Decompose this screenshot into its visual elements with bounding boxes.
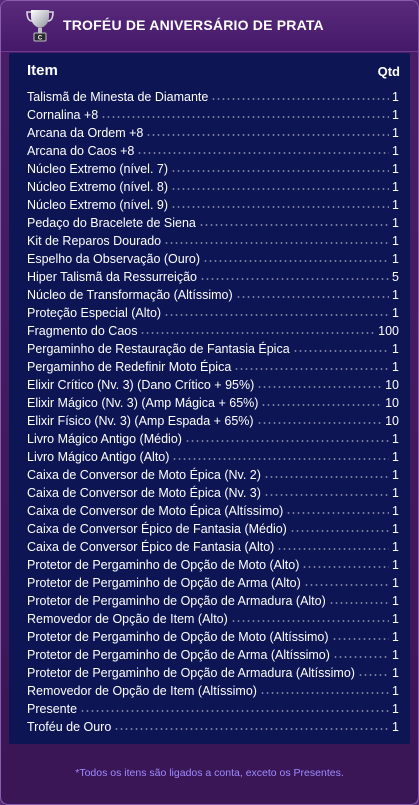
item-qty: 1 <box>392 216 399 230</box>
item-name: Livro Mágico Antigo (Alto) <box>27 450 170 464</box>
dot-leader <box>304 584 389 586</box>
table-row <box>27 572 399 590</box>
dot-leader <box>333 656 389 658</box>
item-name: Removedor de Opção de Item (Altíssimo) <box>27 684 257 698</box>
item-name: Núcleo Extremo (nível. 9) <box>27 198 169 212</box>
item-name: Caixa de Conversor Épico de Fantasia (Alto) <box>27 540 275 554</box>
item-qty: 1 <box>392 702 399 716</box>
dot-leader <box>329 602 389 604</box>
dot-leader <box>80 710 389 712</box>
dot-leader <box>137 152 389 154</box>
dot-leader <box>358 674 389 676</box>
item-qty: 1 <box>392 486 399 500</box>
item-name: Presente <box>27 702 78 716</box>
table-row <box>27 122 399 140</box>
footer-note: *Todos os itens são ligados a conta, exceto os Presentes. <box>75 767 344 779</box>
item-qty: 1 <box>392 594 399 608</box>
panel-title: TROFÉU DE ANIVERSÁRIO DE PRATA <box>63 17 324 33</box>
column-header-qty: Qtd <box>377 64 400 79</box>
item-qty: 1 <box>392 144 399 158</box>
item-qty: 1 <box>392 180 399 194</box>
item-qty: 10 <box>385 378 399 392</box>
item-qty: 1 <box>392 720 399 734</box>
table-row <box>27 518 399 536</box>
item-name: Cornalina +8 <box>27 108 99 122</box>
item-name: Caixa de Conversor de Moto Épica (Nv. 3) <box>27 486 261 500</box>
dot-leader <box>171 170 389 172</box>
dot-leader <box>286 512 389 514</box>
item-name: Arcana da Ordem +8 <box>27 126 144 140</box>
item-name: Pergaminho de Restauração de Fantasia Épica <box>27 342 290 356</box>
table-row <box>27 158 399 176</box>
dot-leader <box>185 440 389 442</box>
item-qty: 1 <box>392 234 399 248</box>
table-row <box>27 536 399 554</box>
item-qty: 1 <box>392 252 399 266</box>
dot-leader <box>171 206 389 208</box>
item-name: Arcana do Caos +8 <box>27 144 135 158</box>
table-row <box>27 194 399 212</box>
table-row <box>27 590 399 608</box>
item-name: Removedor de Opção de Item (Alto) <box>27 612 228 626</box>
item-name: Hiper Talismã da Ressurreição <box>27 270 197 284</box>
dot-leader <box>290 530 389 532</box>
item-name: Elixir Crítico (Nv. 3) (Dano Crítico + 95%) <box>27 378 255 392</box>
dot-leader <box>264 476 389 478</box>
item-qty: 1 <box>392 612 399 626</box>
table-row <box>27 86 399 104</box>
item-qty: 1 <box>392 198 399 212</box>
table-row <box>27 230 399 248</box>
table-row <box>27 680 399 698</box>
item-qty: 1 <box>392 288 399 302</box>
item-qty: 1 <box>392 468 399 482</box>
table-row <box>27 338 399 356</box>
item-qty: 1 <box>392 576 399 590</box>
table-row <box>27 446 399 464</box>
item-name: Elixir Físico (Nv. 3) (Amp Espada + 65%) <box>27 414 254 428</box>
item-name: Livro Mágico Antigo (Médio) <box>27 432 182 446</box>
table-row <box>27 554 399 572</box>
dot-leader <box>211 98 389 100</box>
item-qty: 1 <box>392 522 399 536</box>
table-row <box>27 644 399 662</box>
dot-leader <box>264 494 389 496</box>
item-qty: 1 <box>392 126 399 140</box>
item-qty: 5 <box>392 270 399 284</box>
item-qty: 1 <box>392 630 399 644</box>
dot-leader <box>146 134 389 136</box>
table-row <box>27 698 399 716</box>
dot-leader <box>261 404 382 406</box>
item-name: Fragmento do Caos <box>27 324 138 338</box>
dot-leader <box>140 332 375 334</box>
panel-header <box>1 1 418 52</box>
item-name: Caixa de Conversor de Moto Épica (Altíssimo) <box>27 504 284 518</box>
item-qty: 100 <box>378 324 399 338</box>
table-row <box>27 374 399 392</box>
item-name: Proteção Especial (Alto) <box>27 306 162 320</box>
item-list <box>27 86 399 734</box>
item-qty: 1 <box>392 108 399 122</box>
table-row <box>27 716 399 734</box>
dot-leader <box>277 548 389 550</box>
item-name: Núcleo de Transformação (Altíssimo) <box>27 288 233 302</box>
item-name: Protetor de Pergaminho de Opção de Moto (Altíssimo) <box>27 630 329 644</box>
item-qty: 1 <box>392 450 399 464</box>
item-qty: 1 <box>392 666 399 680</box>
item-table <box>9 53 410 744</box>
table-row <box>27 266 399 284</box>
item-qty: 1 <box>392 360 399 374</box>
table-row <box>27 482 399 500</box>
dot-leader <box>260 692 389 694</box>
dot-leader <box>164 242 389 244</box>
item-qty: 1 <box>392 306 399 320</box>
table-row <box>27 626 399 644</box>
table-row <box>27 212 399 230</box>
item-name: Caixa de Conversor Épico de Fantasia (Médio) <box>27 522 287 536</box>
dot-leader <box>257 386 382 388</box>
dot-leader <box>293 350 389 352</box>
table-row <box>27 320 399 338</box>
dot-leader <box>236 296 389 298</box>
item-name: Elixir Mágico (Nv. 3) (Amp Mágica + 65%) <box>27 396 259 410</box>
item-name: Protetor de Pergaminho de Opção de Armadura (Altíssimo) <box>27 666 355 680</box>
dot-leader <box>200 278 389 280</box>
table-row <box>27 248 399 266</box>
dot-leader <box>302 566 389 568</box>
item-name: Kit de Reparos Dourado <box>27 234 162 248</box>
item-name: Protetor de Pergaminho de Opção de Moto (Alto) <box>27 558 300 572</box>
dot-leader <box>332 638 390 640</box>
item-qty: 1 <box>392 540 399 554</box>
dot-leader <box>172 458 389 460</box>
dot-leader <box>114 728 389 730</box>
table-row <box>27 356 399 374</box>
table-row <box>27 662 399 680</box>
item-qty: 10 <box>385 414 399 428</box>
item-qty: 1 <box>392 90 399 104</box>
item-name: Caixa de Conversor de Moto Épica (Nv. 2) <box>27 468 261 482</box>
dot-leader <box>171 188 389 190</box>
dot-leader <box>234 368 389 370</box>
table-row <box>27 176 399 194</box>
item-name: Núcleo Extremo (nível. 7) <box>27 162 169 176</box>
item-name: Pedaço do Bracelete de Siena <box>27 216 196 230</box>
item-name: Núcleo Extremo (nível. 8) <box>27 180 169 194</box>
item-name: Troféu de Ouro <box>27 720 112 734</box>
item-qty: 1 <box>392 342 399 356</box>
dot-leader <box>257 422 383 424</box>
table-row <box>27 428 399 446</box>
trophy-icon <box>25 7 55 43</box>
item-name: Espelho da Observação (Ouro) <box>27 252 201 266</box>
column-header-item: Item <box>27 62 58 79</box>
dot-leader <box>199 224 389 226</box>
item-qty: 1 <box>392 558 399 572</box>
table-row <box>27 104 399 122</box>
table-row <box>27 464 399 482</box>
item-qty: 1 <box>392 504 399 518</box>
table-row <box>27 140 399 158</box>
table-row <box>27 410 399 428</box>
table-row <box>27 284 399 302</box>
dot-leader <box>203 260 389 262</box>
table-row <box>27 392 399 410</box>
dot-leader <box>101 116 389 118</box>
item-name: Talismã de Minesta de Diamante <box>27 90 209 104</box>
item-name: Protetor de Pergaminho de Opção de Arma (Alto) <box>27 576 301 590</box>
dot-leader <box>164 314 389 316</box>
table-row <box>27 608 399 626</box>
item-name: Protetor de Pergaminho de Opção de Arma (Altíssimo) <box>27 648 330 662</box>
item-qty: 1 <box>392 432 399 446</box>
item-qty: 10 <box>385 396 399 410</box>
item-qty: 1 <box>392 684 399 698</box>
item-name: Protetor de Pergaminho de Opção de Armadura (Alto) <box>27 594 326 608</box>
table-row <box>27 500 399 518</box>
item-name: Pergaminho de Redefinir Moto Épica <box>27 360 232 374</box>
table-row <box>27 302 399 320</box>
svg-text:C: C <box>37 35 43 42</box>
dot-leader <box>231 620 389 622</box>
item-qty: 1 <box>392 648 399 662</box>
item-qty: 1 <box>392 162 399 176</box>
